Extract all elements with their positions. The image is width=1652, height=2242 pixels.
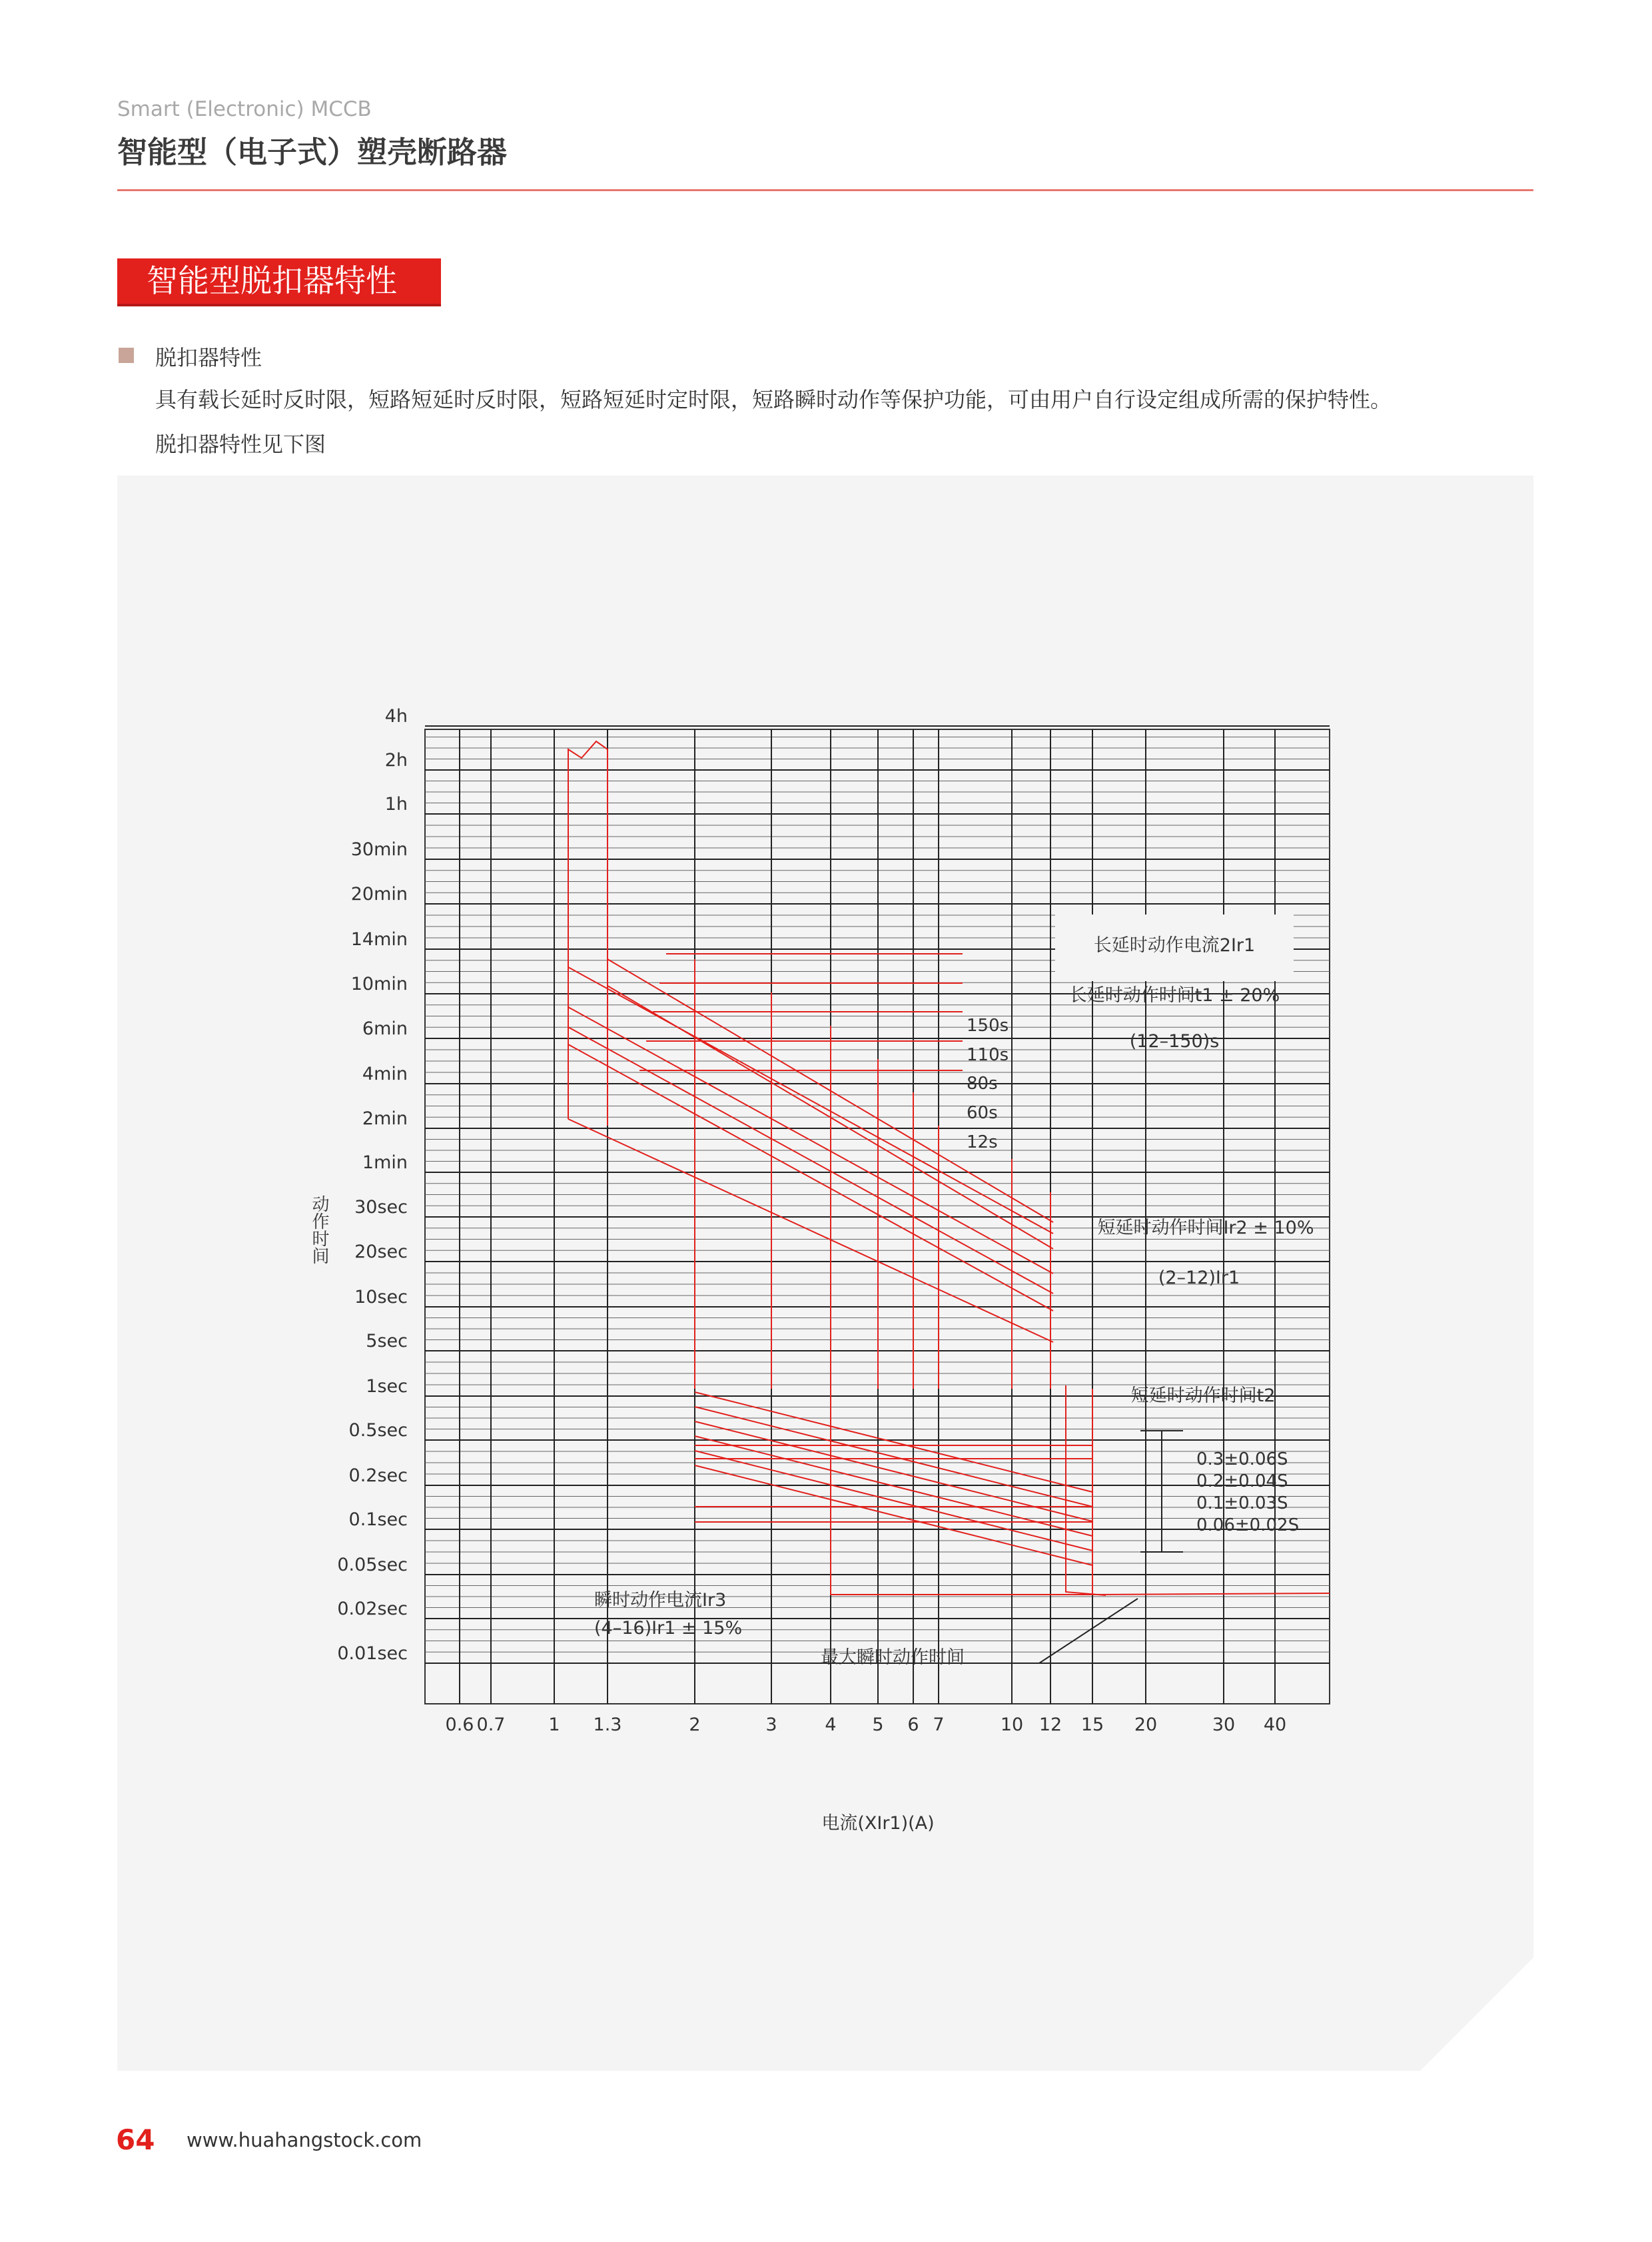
short-delay-time-0: 0.3±0.06S — [1196, 1449, 1288, 1469]
curve-long-delay — [568, 1027, 1053, 1294]
y-tick-label: 10min — [350, 974, 408, 994]
y-tick-label: 0.05sec — [337, 1555, 408, 1575]
y-tick-label: 0.02sec — [337, 1599, 408, 1619]
y-tick-label: 6min — [362, 1018, 408, 1039]
x-tick-label: 15 — [1080, 1714, 1104, 1735]
y-tick-label: 0.2sec — [348, 1465, 408, 1486]
curve-instant-tail — [1092, 1593, 1330, 1595]
curve-short-delay — [695, 1407, 1092, 1507]
curve-instant — [831, 1389, 1092, 1595]
x-tick-label: 7 — [933, 1714, 945, 1735]
subsection-title: 脱扣器特性 — [155, 345, 262, 370]
x-tick-label: 1 — [548, 1714, 560, 1735]
annotation-short-delay-time: 短延时动作时间t2 — [1130, 1385, 1276, 1406]
annotation-long-delay-time: 长延时动作时间t1 ± 20% — [1068, 985, 1280, 1006]
long-delay-setting-2: 80s — [967, 1074, 998, 1094]
x-tick-label: 0.7 — [476, 1714, 506, 1735]
header-title-cn: 智能型（电子式）塑壳断路器 — [117, 135, 508, 170]
annotation-max-instant-time: 最大瞬时动作时间 — [821, 1647, 965, 1668]
y-tick-label: 20min — [350, 884, 408, 905]
x-tick-label: 1.3 — [593, 1714, 622, 1735]
section-tag: 智能型脱扣器特性 — [117, 258, 441, 305]
x-tick-label: 5 — [872, 1714, 884, 1735]
x-tick-label: 0.6 — [445, 1714, 474, 1735]
header-divider — [117, 189, 1533, 191]
square-bullet-icon — [119, 348, 134, 363]
page-number: 64 — [116, 2123, 155, 2156]
curve-short-delay — [695, 1465, 1092, 1565]
x-tick-label: 2 — [689, 1714, 701, 1735]
x-tick-label: 4 — [825, 1714, 837, 1735]
trip-characteristic-chart — [117, 476, 1533, 2071]
y-tick-label: 10sec — [354, 1287, 408, 1308]
x-tick-label: 10 — [1000, 1714, 1024, 1735]
y-tick-label: 5sec — [366, 1331, 408, 1351]
x-axis-label: 电流(XIr1)(A) — [821, 1813, 935, 1834]
annotation-long-delay-range: (12–150)s — [1129, 1031, 1220, 1052]
annotation-instant-range: (4–16)Ir1 ± 15% — [594, 1618, 743, 1639]
short-delay-time-3: 0.06±0.02S — [1196, 1515, 1300, 1535]
y-tick-label: 20sec — [354, 1242, 408, 1262]
y-tick-label: 0.1sec — [348, 1509, 408, 1530]
short-delay-time-2: 0.1±0.03S — [1196, 1493, 1288, 1513]
annotation-instant-current: 瞬时动作电流Ir3 — [594, 1590, 727, 1611]
y-axis-label: 动作时间 — [309, 1195, 329, 1264]
annotation-long-delay-current: 长延时动作电流2Ir1 — [1093, 935, 1256, 956]
x-tick-label: 6 — [907, 1714, 919, 1735]
y-tick-label: 2min — [362, 1108, 408, 1129]
curve-short-delay — [695, 1451, 1092, 1551]
leader-line-icon — [981, 1599, 1138, 1663]
x-tick-label: 12 — [1038, 1714, 1062, 1735]
section-tag-shadow — [117, 304, 441, 306]
y-tick-label: 0.01sec — [337, 1643, 408, 1664]
description-paragraph: 具有载长延时反时限，短路短延时反时限，短路短延时定时限，短路瞬时动作等保护功能，可由用户自行设定组成所需的保护特性。 — [155, 387, 1392, 412]
long-delay-setting-0: 150s — [967, 1016, 1009, 1036]
y-tick-label: 2h — [384, 750, 408, 771]
annotation-short-delay-range: (2–12)Ir1 — [1158, 1268, 1240, 1288]
curve-long-delay — [568, 967, 1053, 1234]
y-tick-label: 14min — [350, 929, 408, 950]
x-tick-label: 20 — [1134, 1714, 1158, 1735]
curve-long-delay — [568, 1119, 1053, 1342]
description-paragraph-2: 脱扣器特性见下图 — [155, 432, 326, 457]
y-tick-label: 1min — [362, 1152, 408, 1173]
annotation-short-delay-current: 短延时动作时间Ir2 ± 10% — [1097, 1218, 1314, 1238]
y-tick-label: 30min — [350, 839, 408, 860]
footer-url: www.huahangstock.com — [187, 2129, 422, 2151]
long-delay-setting-4: 12s — [967, 1132, 998, 1152]
y-tick-label: 1sec — [366, 1376, 408, 1397]
y-tick-label: 30sec — [354, 1197, 408, 1218]
x-tick-label: 3 — [765, 1714, 777, 1735]
y-tick-label: 0.5sec — [348, 1420, 408, 1441]
x-tick-label: 30 — [1212, 1714, 1236, 1735]
x-tick-label: 40 — [1263, 1714, 1287, 1735]
short-delay-time-1: 0.2±0.04S — [1196, 1471, 1288, 1491]
chart-panel — [117, 476, 1533, 2071]
header-title-en: Smart (Electronic) MCCB — [117, 97, 372, 121]
curve-overload-band — [568, 741, 608, 1126]
y-tick-label: 4min — [362, 1064, 408, 1084]
y-tick-label: 4h — [384, 706, 408, 727]
y-tick-label: 1h — [384, 794, 408, 815]
long-delay-setting-1: 110s — [967, 1045, 1009, 1065]
long-delay-setting-3: 60s — [967, 1103, 998, 1123]
